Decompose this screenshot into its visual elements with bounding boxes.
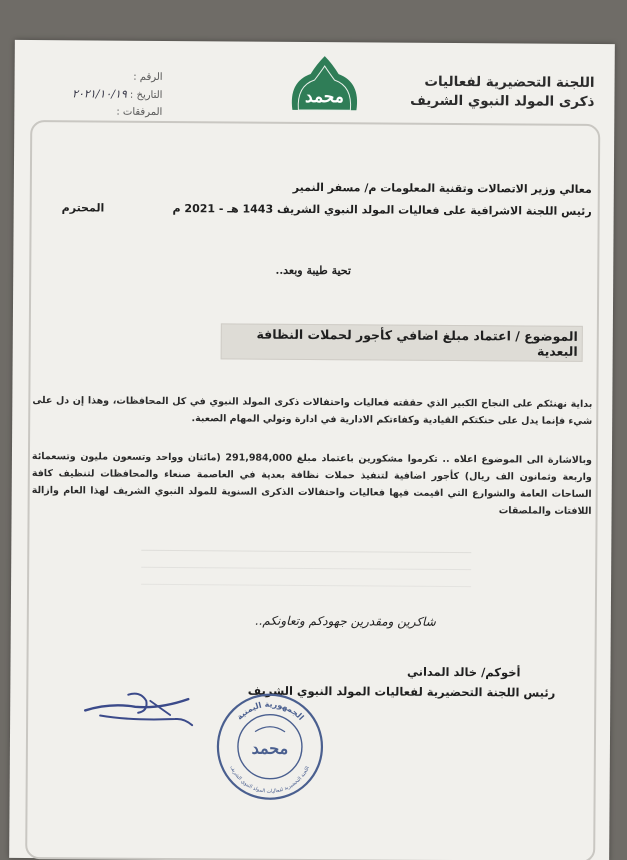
handwritten-signature [80, 680, 200, 735]
bleed-through-shadow [141, 536, 472, 618]
stamp-center-text: محمد [251, 738, 289, 758]
body-paragraph-1: بداية نهنئكم على النجاح الكبير الذي حققته فعاليات واحتفالات ذكرى المولد النبوي في كل المحافظات، وهذا إن دل على شيء فإنما يدل على حنكتكم القيادية وكفاءتكم الادارية في ادارة وتولي المهام الصعبة. [32, 395, 593, 427]
attachments-label: المرفقات [122, 106, 163, 118]
honorific: المحترم [61, 201, 105, 215]
organization-header [384, 72, 594, 111]
organization-logo [284, 52, 365, 127]
recipient-line-1: معالي وزير الاتصالات وتقنية المعلومات م/ مسفر النمير [292, 180, 592, 196]
ref-label: الرقم [139, 71, 163, 83]
stamp-top-text: الجمهورية اليمنية [234, 699, 306, 723]
logo-calligraphy: محمد [304, 86, 344, 108]
subject-line: الموضوع / اعتماد مبلغ اضافي كأجور لحملات النظافة البعدية [221, 323, 583, 362]
date-label: التاريخ [136, 89, 163, 101]
org-line-1: اللجنة التحضيرية لفعاليات [424, 73, 595, 91]
letter-page [9, 40, 615, 860]
stamp-bottom-text: اللجنة التحضيرية لفعاليات المولد النبوي الشريف [228, 764, 312, 795]
letter-metadata: الرقم : التاريخ : ٢٠٢١/١٠/١٩ المرفقات : [72, 71, 163, 118]
date-value: ٢٠٢١/١٠/١٩ [72, 87, 127, 101]
body-paragraph-2: وبالاشارة الى الموضوع اعلاه .. تكرموا مشكورين باعتماد مبلغ 291,984,000 (مائتان وواحد وتسعون مليون وتسعمائة واربعة وثمانون الف ريال) كأجور اضافية لتنفيذ حملات نظافة بعدية في العاصمة صنعاء والمحافظات لتنظيف كافة الساحات العامة والشوارع التي اقيمت فيها فعاليات واحتفالات الذكرى السنوية للمولد النبوي الشريف لهذا العام وازالة اللافتات والملصقات [31, 451, 592, 517]
svg-text:الجمهورية اليمنية [235, 699, 306, 722]
greeting: تحية طيبة وبعد.. [275, 263, 352, 278]
org-line-2: ذكرى المولد النبوي الشريف [410, 92, 595, 110]
signatory-title: رئيس اللجنة التحضيرية لفعاليات المولد النبوي الشريف [247, 683, 556, 700]
signatory-name: أخوكم/ خالد المداني [406, 664, 521, 680]
recipient-line-2: رئيس اللجنة الاشرافية على فعاليات المولد النبوي الشريف 1443 هـ - 2021 م [172, 202, 592, 218]
recipient-block [42, 175, 592, 223]
closing-line: شاكرين ومقدرين جهودكم وتعاونكم.. [254, 613, 436, 629]
official-stamp [215, 691, 326, 806]
